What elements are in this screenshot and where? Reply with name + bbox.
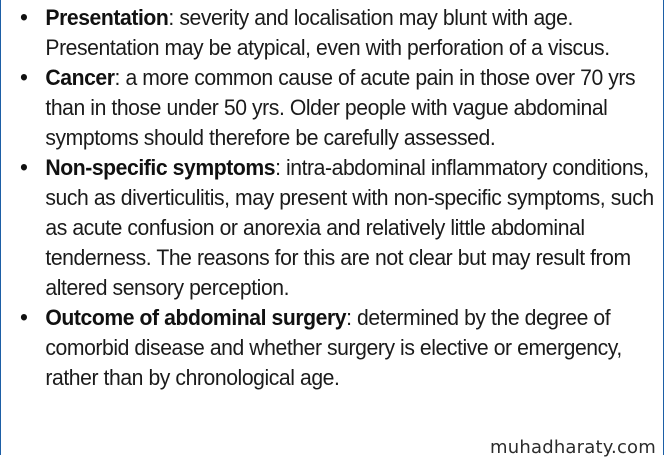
bullet-term: Cancer (45, 65, 115, 90)
bullet-icon: • (20, 154, 28, 181)
bullet-item-presentation (20, 3, 664, 63)
bullet-text: : intra-abdominal inflammatory conditions, such as diverticulitis, may present with non-specific symptoms, such as acute confusion or anorexia and relatively little abdominal tenderness. The reasons for this are not clear but may result from altered sensory perception. (45, 155, 654, 300)
bullet-item-outcome-of-abdominal-surgery (20, 303, 664, 393)
bullet-list (20, 3, 652, 393)
watermark-text: muhadharaty.com (490, 437, 656, 458)
bullet-term: Non-specific symptoms (45, 155, 276, 180)
bullet-item-cancer (20, 63, 664, 153)
bullet-text: : determined by the degree of comorbid disease and whether surgery is elective or emergency, rather than by chronological age. (45, 305, 622, 390)
bullet-text: : severity and localisation may blunt with age. Presentation may be atypical, even with perforation of a viscus. (45, 5, 610, 60)
bullet-icon: • (20, 304, 28, 331)
bullet-term: Outcome of abdominal surgery (45, 305, 347, 330)
bullet-item-non-specific-symptoms (20, 153, 664, 303)
bullet-icon: • (20, 4, 28, 31)
bullet-text: : a more common cause of acute pain in those over 70 yrs than in those under 50 yrs. Older people with vague abdominal symptoms should therefore be carefully assessed. (45, 65, 636, 150)
bullet-term: Presentation (45, 5, 169, 30)
bullet-icon: • (20, 64, 28, 91)
